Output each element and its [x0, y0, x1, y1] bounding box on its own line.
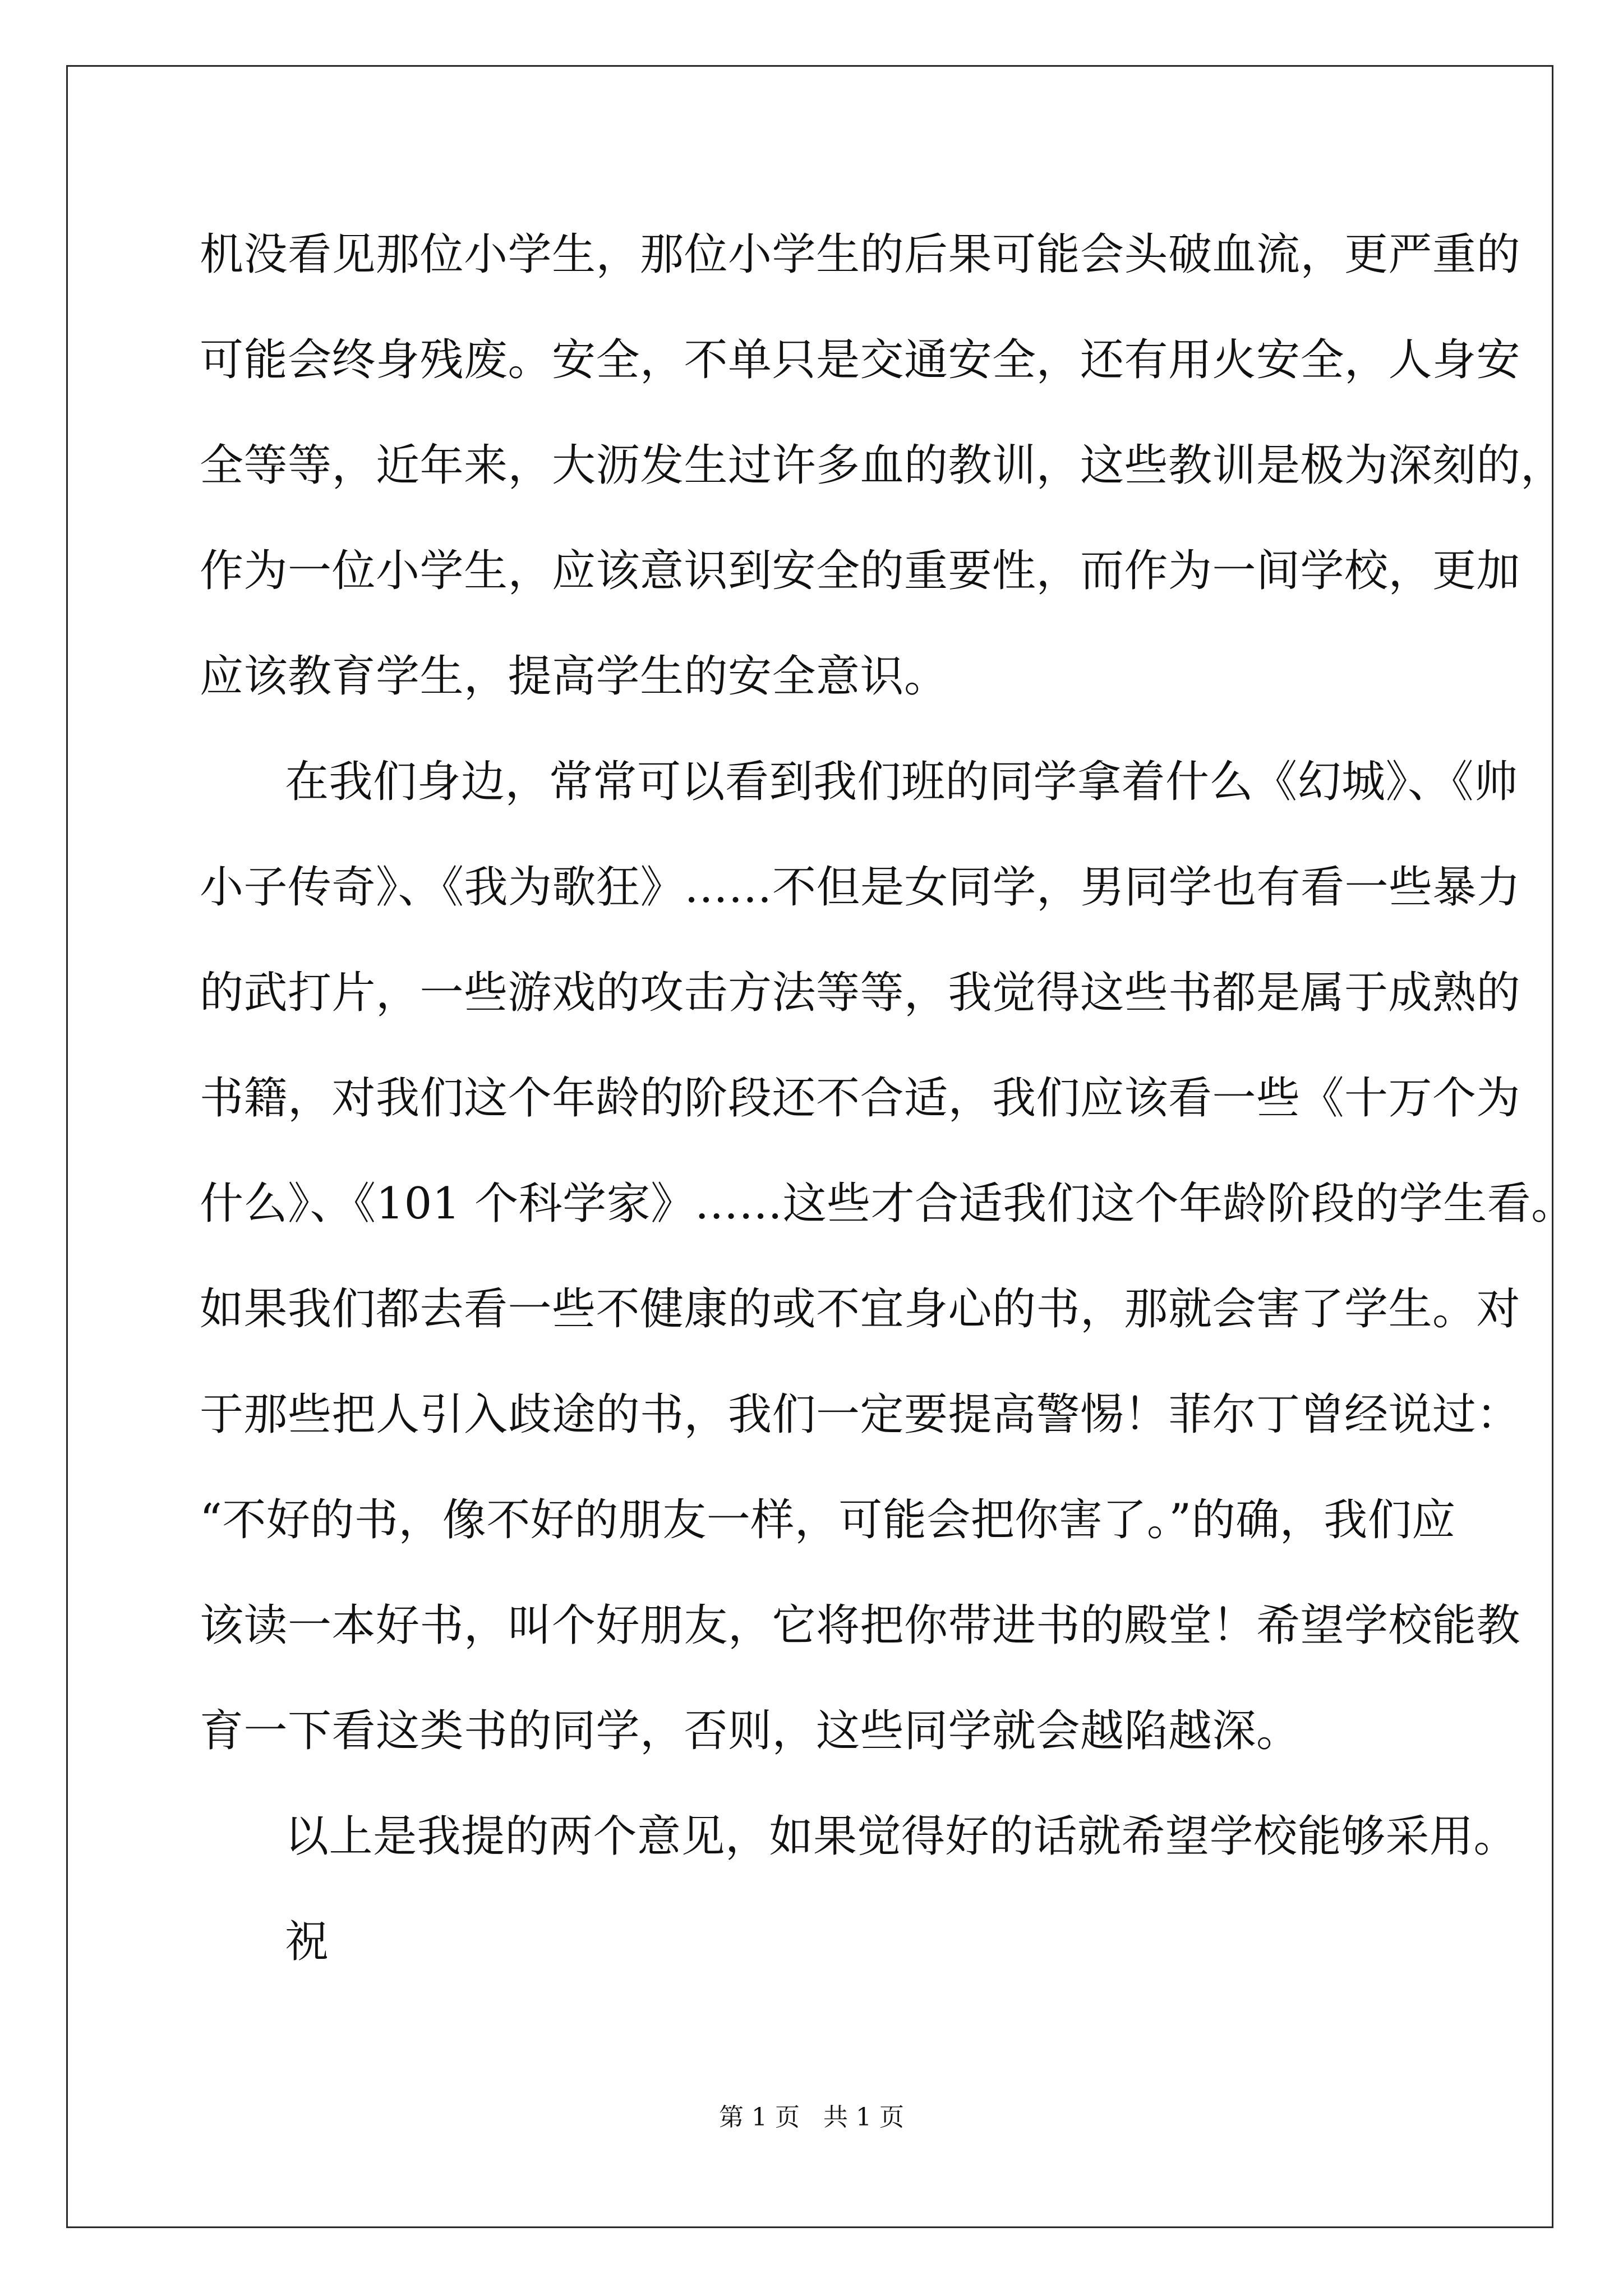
text-line: 该读一本好书，叫个好朋友，它将把你带进书的殿堂！希望学校能教 — [200, 1600, 1521, 1651]
text-line: 什么》、《101 个科学家》……这些才合适我们这个年龄阶段的学生看。 — [200, 1179, 1575, 1229]
text-line: 可能会终身残废。安全，不单只是交通安全，还有用火安全，人身安 — [200, 335, 1521, 385]
text-line: 小子传奇》、《我为歌狂》……不但是女同学，男同学也有看一些暴力 — [200, 862, 1521, 913]
text-line: 的武打片，一些游戏的攻击方法等等，我觉得这些书都是属于成熟的 — [200, 968, 1521, 1018]
text-line: 育一下看这类书的同学，否则，这些同学就会越陷越深。 — [200, 1706, 1301, 1756]
text-line: 机没看见那位小学生，那位小学生的后果可能会头破血流，更严重的 — [200, 229, 1521, 280]
text-line: 应该教育学生，提高学生的安全意识。 — [200, 651, 948, 702]
paragraph-start-line: 以上是我提的两个意见，如果觉得好的话就希望学校能够采用。 — [285, 1811, 1518, 1862]
text-line: 书籍，对我们这个年龄的阶段还不合适，我们应该看一些《十万个为 — [200, 1073, 1521, 1124]
document-body — [200, 202, 1575, 1995]
text-line: 作为一位小学生，应该意识到安全的重要性，而作为一间学校，更加 — [200, 546, 1521, 596]
closing-salutation: 祝 — [285, 1917, 329, 1967]
text-line: “不好的书，像不好的朋友一样，可能会把你害了。”的确，我们应 — [200, 1495, 1456, 1545]
text-line: 全等等，近年来，大沥发生过许多血的教训，这些教训是极为深刻的， — [200, 440, 1565, 491]
text-line: 如果我们都去看一些不健康的或不宜身心的书，那就会害了学生。对 — [200, 1284, 1521, 1335]
text-line: 于那些把人引入歧途的书，我们一定要提高警惕！菲尔丁曾经说过： — [200, 1389, 1521, 1440]
paragraph-start-line: 在我们身边，常常可以看到我们班的同学拿着什么《幻城》、《帅 — [285, 757, 1518, 807]
page-number-footer: 第 1 页 共 1 页 — [719, 2103, 904, 2132]
